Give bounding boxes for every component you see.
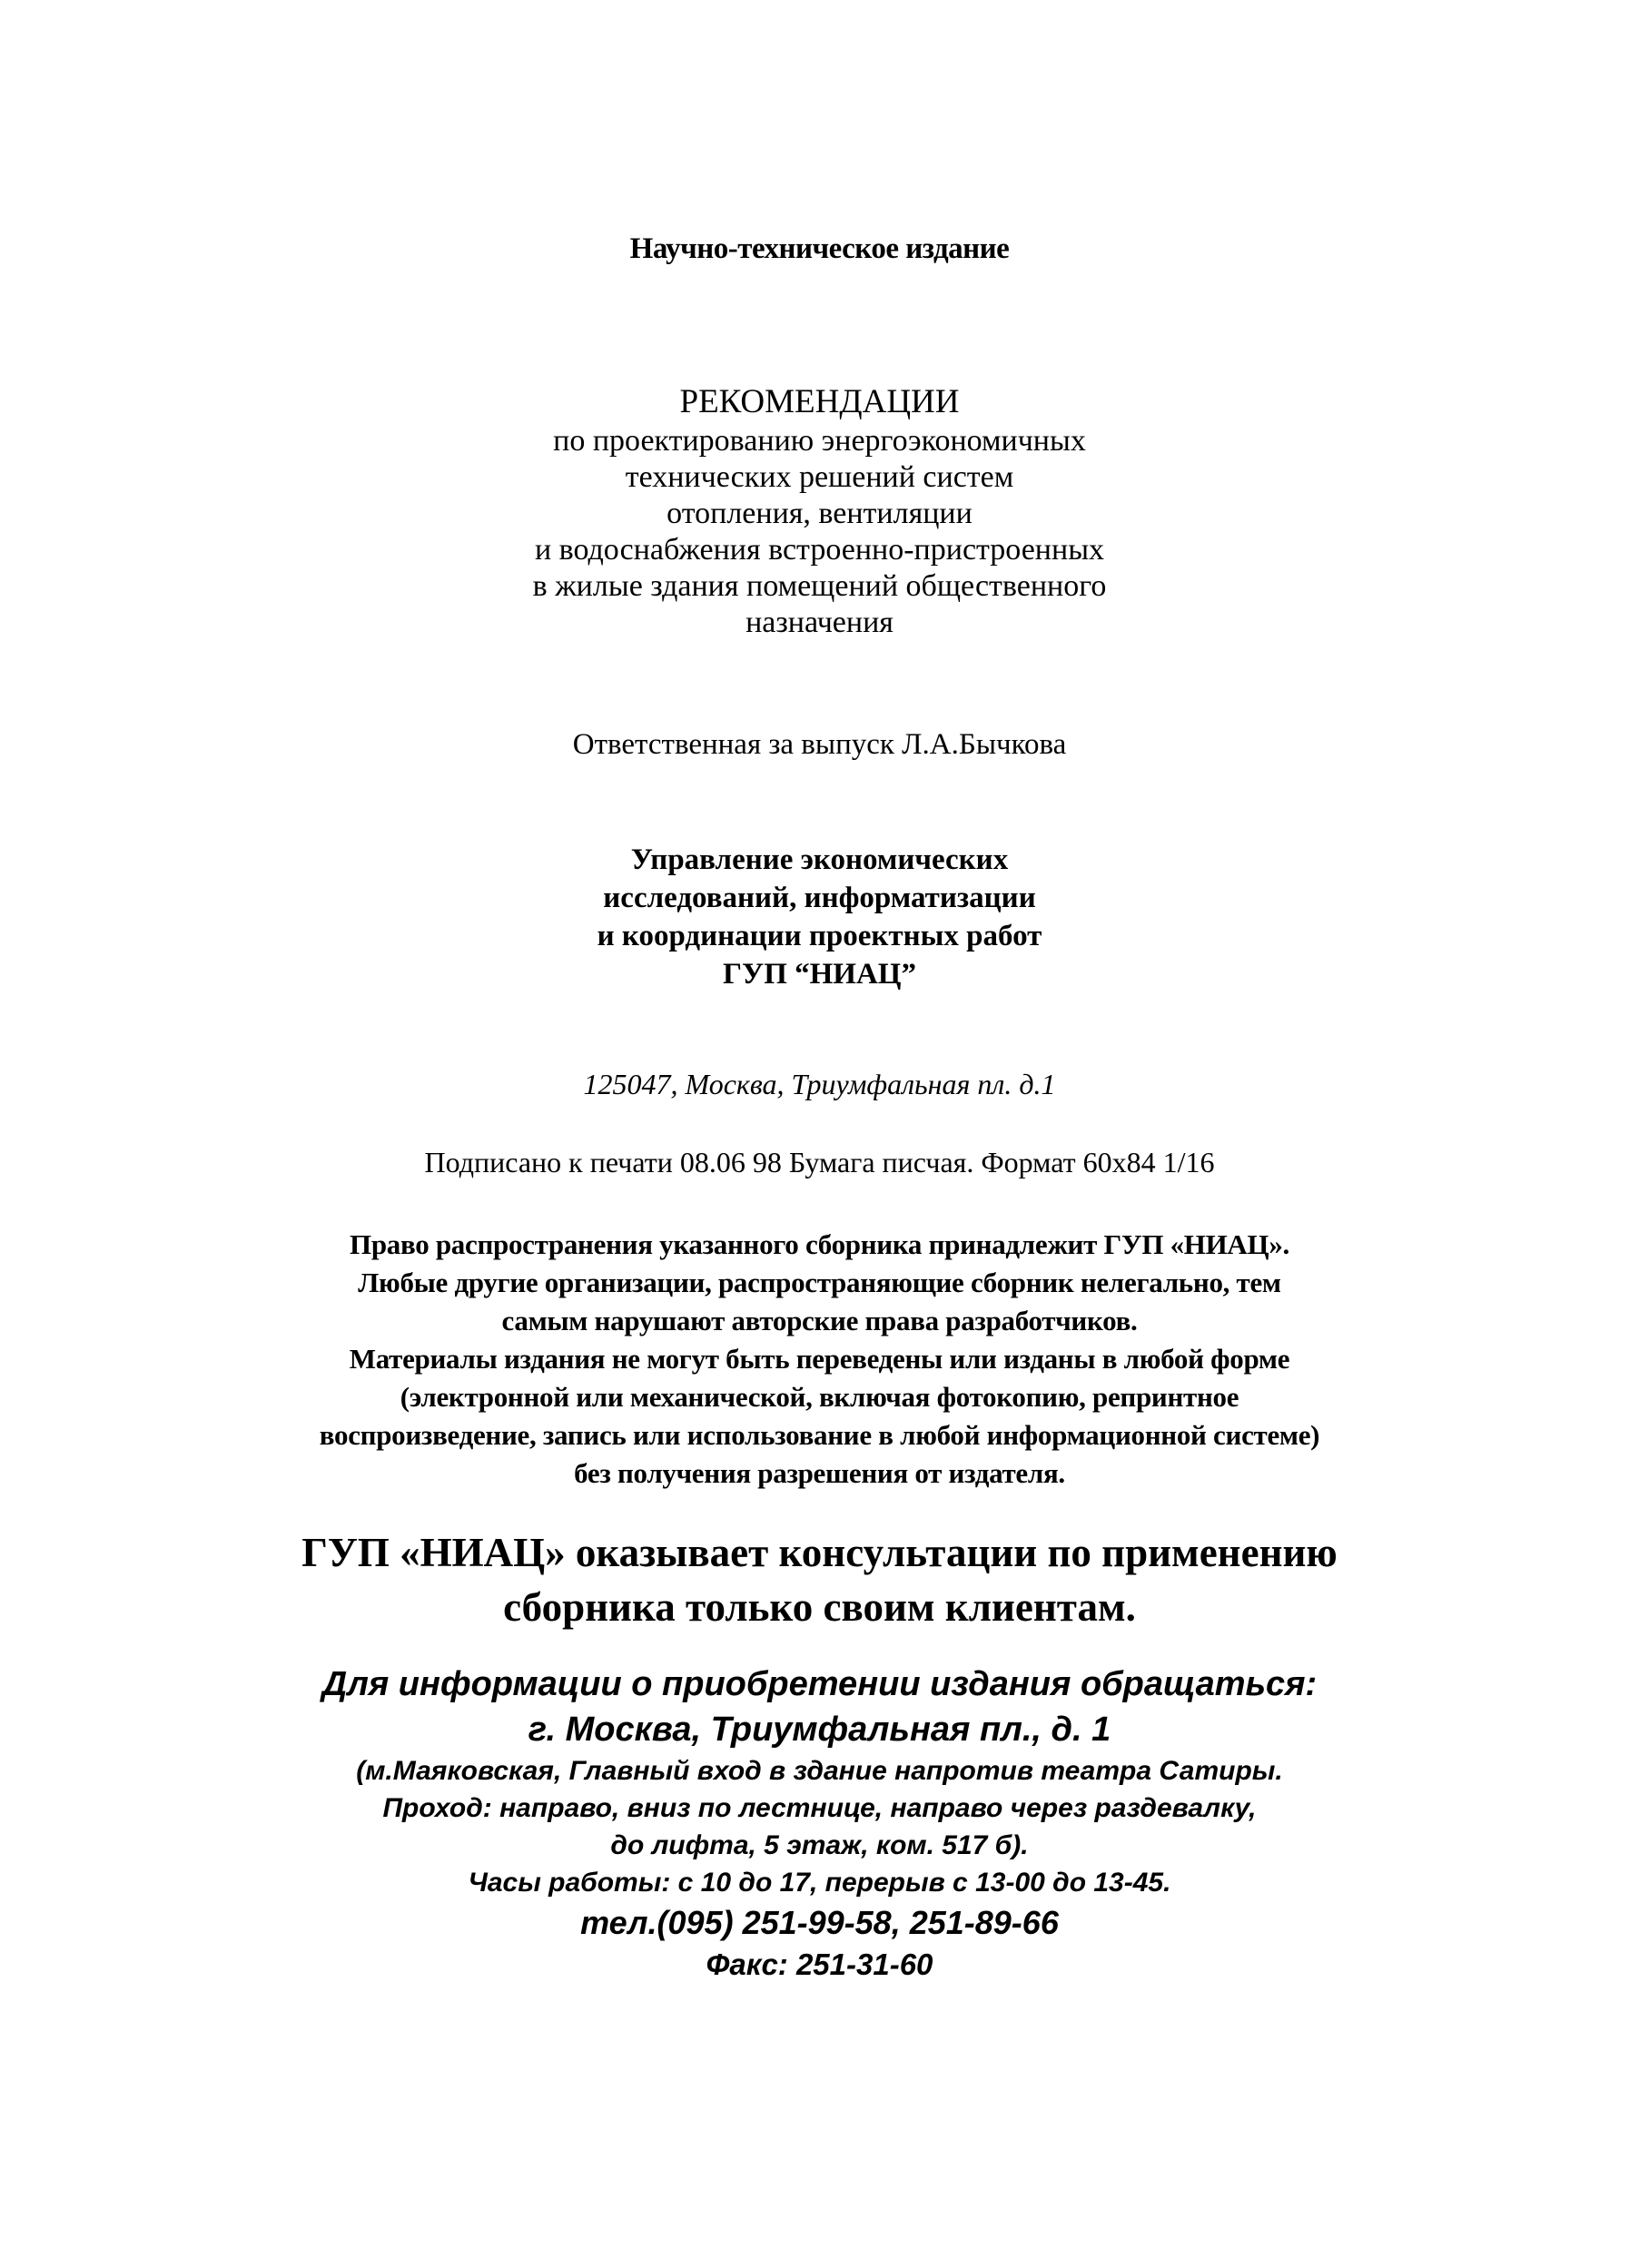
print-info: Подписано к печати 08.06 98 Бумага писчая. Формат 60х84 1/16 xyxy=(424,1146,1215,1178)
consultation-notice xyxy=(0,1525,1639,1634)
rights-line: Материалы издания не могут быть переведены или изданы в любой форме xyxy=(349,1343,1290,1375)
responsible-editor: Ответственная за выпуск Л.А.Бычкова xyxy=(572,728,1067,761)
publication-type: Научно-техническое издание xyxy=(629,232,1010,265)
contacts-directions-line: (м.Маяковская, Главный вход в здание напротив театра Сатиры. xyxy=(356,1756,1283,1786)
rights-line: Любые другие организации, распространяющие сборник нелегально, тем xyxy=(358,1267,1281,1298)
contact-info xyxy=(0,1662,1639,1984)
contacts-phone: тел.(095) 251-99-58, 251-89-66 xyxy=(580,1904,1059,1941)
consultation-line: сборника только своим клиентам. xyxy=(503,1584,1136,1630)
consultation-line: ГУП «НИАЦ» оказывает консультации по применению xyxy=(301,1530,1338,1575)
rights-line: воспроизведение, запись или использование в любой информационной системе) xyxy=(319,1419,1320,1451)
rights-notice xyxy=(0,1226,1639,1493)
title-line: назначения xyxy=(745,606,894,639)
department-line: ГУП “НИАЦ” xyxy=(723,958,916,991)
rights-line: самым нарушают авторские права разработчиков. xyxy=(501,1305,1138,1336)
title-line: технических решений систем xyxy=(625,460,1014,494)
department-line: и координации проектных работ xyxy=(597,920,1042,952)
rights-line: (электронной или механической, включая фотокопию, репринтное xyxy=(400,1381,1239,1413)
contacts-address: г. Москва, Триумфальная пл., д. 1 xyxy=(528,1711,1111,1749)
department-line: исследований, информатизации xyxy=(603,882,1036,914)
contacts-directions-line: Проход: направо, вниз по лестнице, направо через раздевалку, xyxy=(382,1793,1257,1823)
contacts-heading: Для информации о приобретении издания обращаться: xyxy=(321,1665,1318,1703)
contacts-hours: Часы работы: с 10 до 17, перерыв с 13-00 до 13-45. xyxy=(468,1868,1171,1898)
title-line: в жилые здания помещений общественного xyxy=(532,569,1107,603)
document-title xyxy=(0,381,1639,641)
contacts-directions-line: до лифта, 5 этаж, ком. 517 б). xyxy=(610,1830,1029,1860)
department-line: Управление экономических xyxy=(630,843,1009,876)
title-heading: РЕКОМЕНДАЦИИ xyxy=(679,383,960,420)
contacts-fax: Факс: 251-31-60 xyxy=(706,1948,933,1981)
rights-line: без получения разрешения от издателя. xyxy=(574,1457,1065,1489)
title-line: отопления, вентиляции xyxy=(666,497,973,530)
title-line: по проектированию энергоэкономичных xyxy=(553,424,1086,458)
title-body xyxy=(0,423,1639,641)
rights-line: Право распространения указанного сборника принадлежит ГУП «НИАЦ». xyxy=(350,1228,1289,1260)
title-line: и водоснабжения встроенно-пристроенных xyxy=(534,533,1105,567)
publisher-address: 125047, Москва, Триумфальная пл. д.1 xyxy=(583,1068,1056,1100)
publisher-department xyxy=(0,841,1639,993)
